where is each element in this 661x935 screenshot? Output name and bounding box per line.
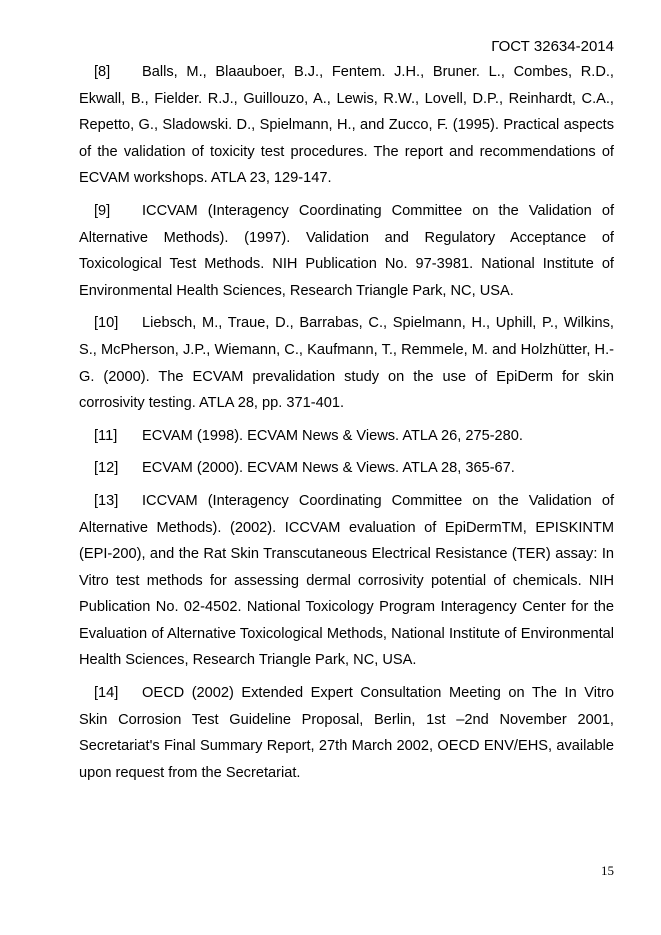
reference-item xyxy=(79,198,614,304)
reference-list xyxy=(79,59,614,792)
reference-item xyxy=(79,680,614,786)
reference-text: ECVAM (2000). ECVAM News & Views. ATLA 28, 365-67. xyxy=(142,460,515,477)
reference-text: ECVAM (1998). ECVAM News & Views. ATLA 26, 275-280. xyxy=(142,427,523,444)
reference-number: [13] xyxy=(94,492,119,509)
reference-text: ICCVAM (Interagency Coordinating Committee on the Validation of Alternative Methods). (1997). Validation and Regulatory Acceptance of Toxicological Test Methods. NIH Publication No. 97-3981. National Institute of Environmental Health Sciences, Research Triangle Park, NC, USA. xyxy=(79,202,614,299)
reference-number: [8] xyxy=(94,64,111,80)
reference-item xyxy=(79,59,614,192)
reference-text: OECD (2002) Extended Expert Consultation Meeting on The In Vitro Skin Corrosion Test Guideline Proposal, Berlin, 1st –2nd November 2001, Secretariat's Final Summary Report, 27th March 2002, OECD ENV/EHS, available upon request from the Secretariat. xyxy=(79,685,614,781)
page-number: 15 xyxy=(601,863,614,878)
reference-text: Balls, M., Blaauboer, B.J., Fentem. J.H., Bruner. L., Combes, R.D., Ekwall, B., Fielder. R.J., Guillouzo, A., Lewis, R.W., Lovell, D.P., Reinhardt, C.A., Repetto, G., Sladowski. D., Spielmann, H., and Zucco, F. (1995). Practical aspects of the validation of toxicity test procedures. The report and recommendations of ECVAM workshops. ATLA 23, 129-147. xyxy=(79,64,614,187)
reference-number: [14] xyxy=(94,685,119,702)
reference-item xyxy=(79,455,614,482)
document-standard-header: ГОСТ 32634-2014 xyxy=(491,38,614,55)
reference-item xyxy=(79,488,614,674)
reference-number: [12] xyxy=(94,460,119,477)
reference-item xyxy=(79,310,614,416)
reference-text: Liebsch, M., Traue, D., Barrabas, C., Spielmann, H., Uphill, P., Wilkins, S., McPherson, J.P., Wiemann, C., Kaufmann, T., Remmele, M. and Holzhütter, H.-G. (2000). The ECVAM prevalidation study on the use of EpiDerm for skin corrosivity testing. ATLA 28, pp. 371-401. xyxy=(79,315,614,412)
reference-number: [10] xyxy=(94,315,119,332)
reference-text: ICCVAM (Interagency Coordinating Committee on the Validation of Alternative Methods). (2002). ICCVAM evaluation of EpiDermTM, EPISKINTM (EPI-200), and the Rat Skin Transcutaneous Electrical Resistance (TER) assay: In Vitro test methods for assessing dermal corrosivity potential of chemicals. NIH Publication No. 02-4502. National Toxicology Program Interagency Center for the Evaluation of Alternative Toxicological Methods, National Institute of Environmental Health Sciences, Research Triangle Park, NC, USA. xyxy=(79,492,614,669)
reference-item xyxy=(79,423,614,450)
reference-number: [11] xyxy=(94,427,118,444)
reference-number: [9] xyxy=(94,202,111,219)
